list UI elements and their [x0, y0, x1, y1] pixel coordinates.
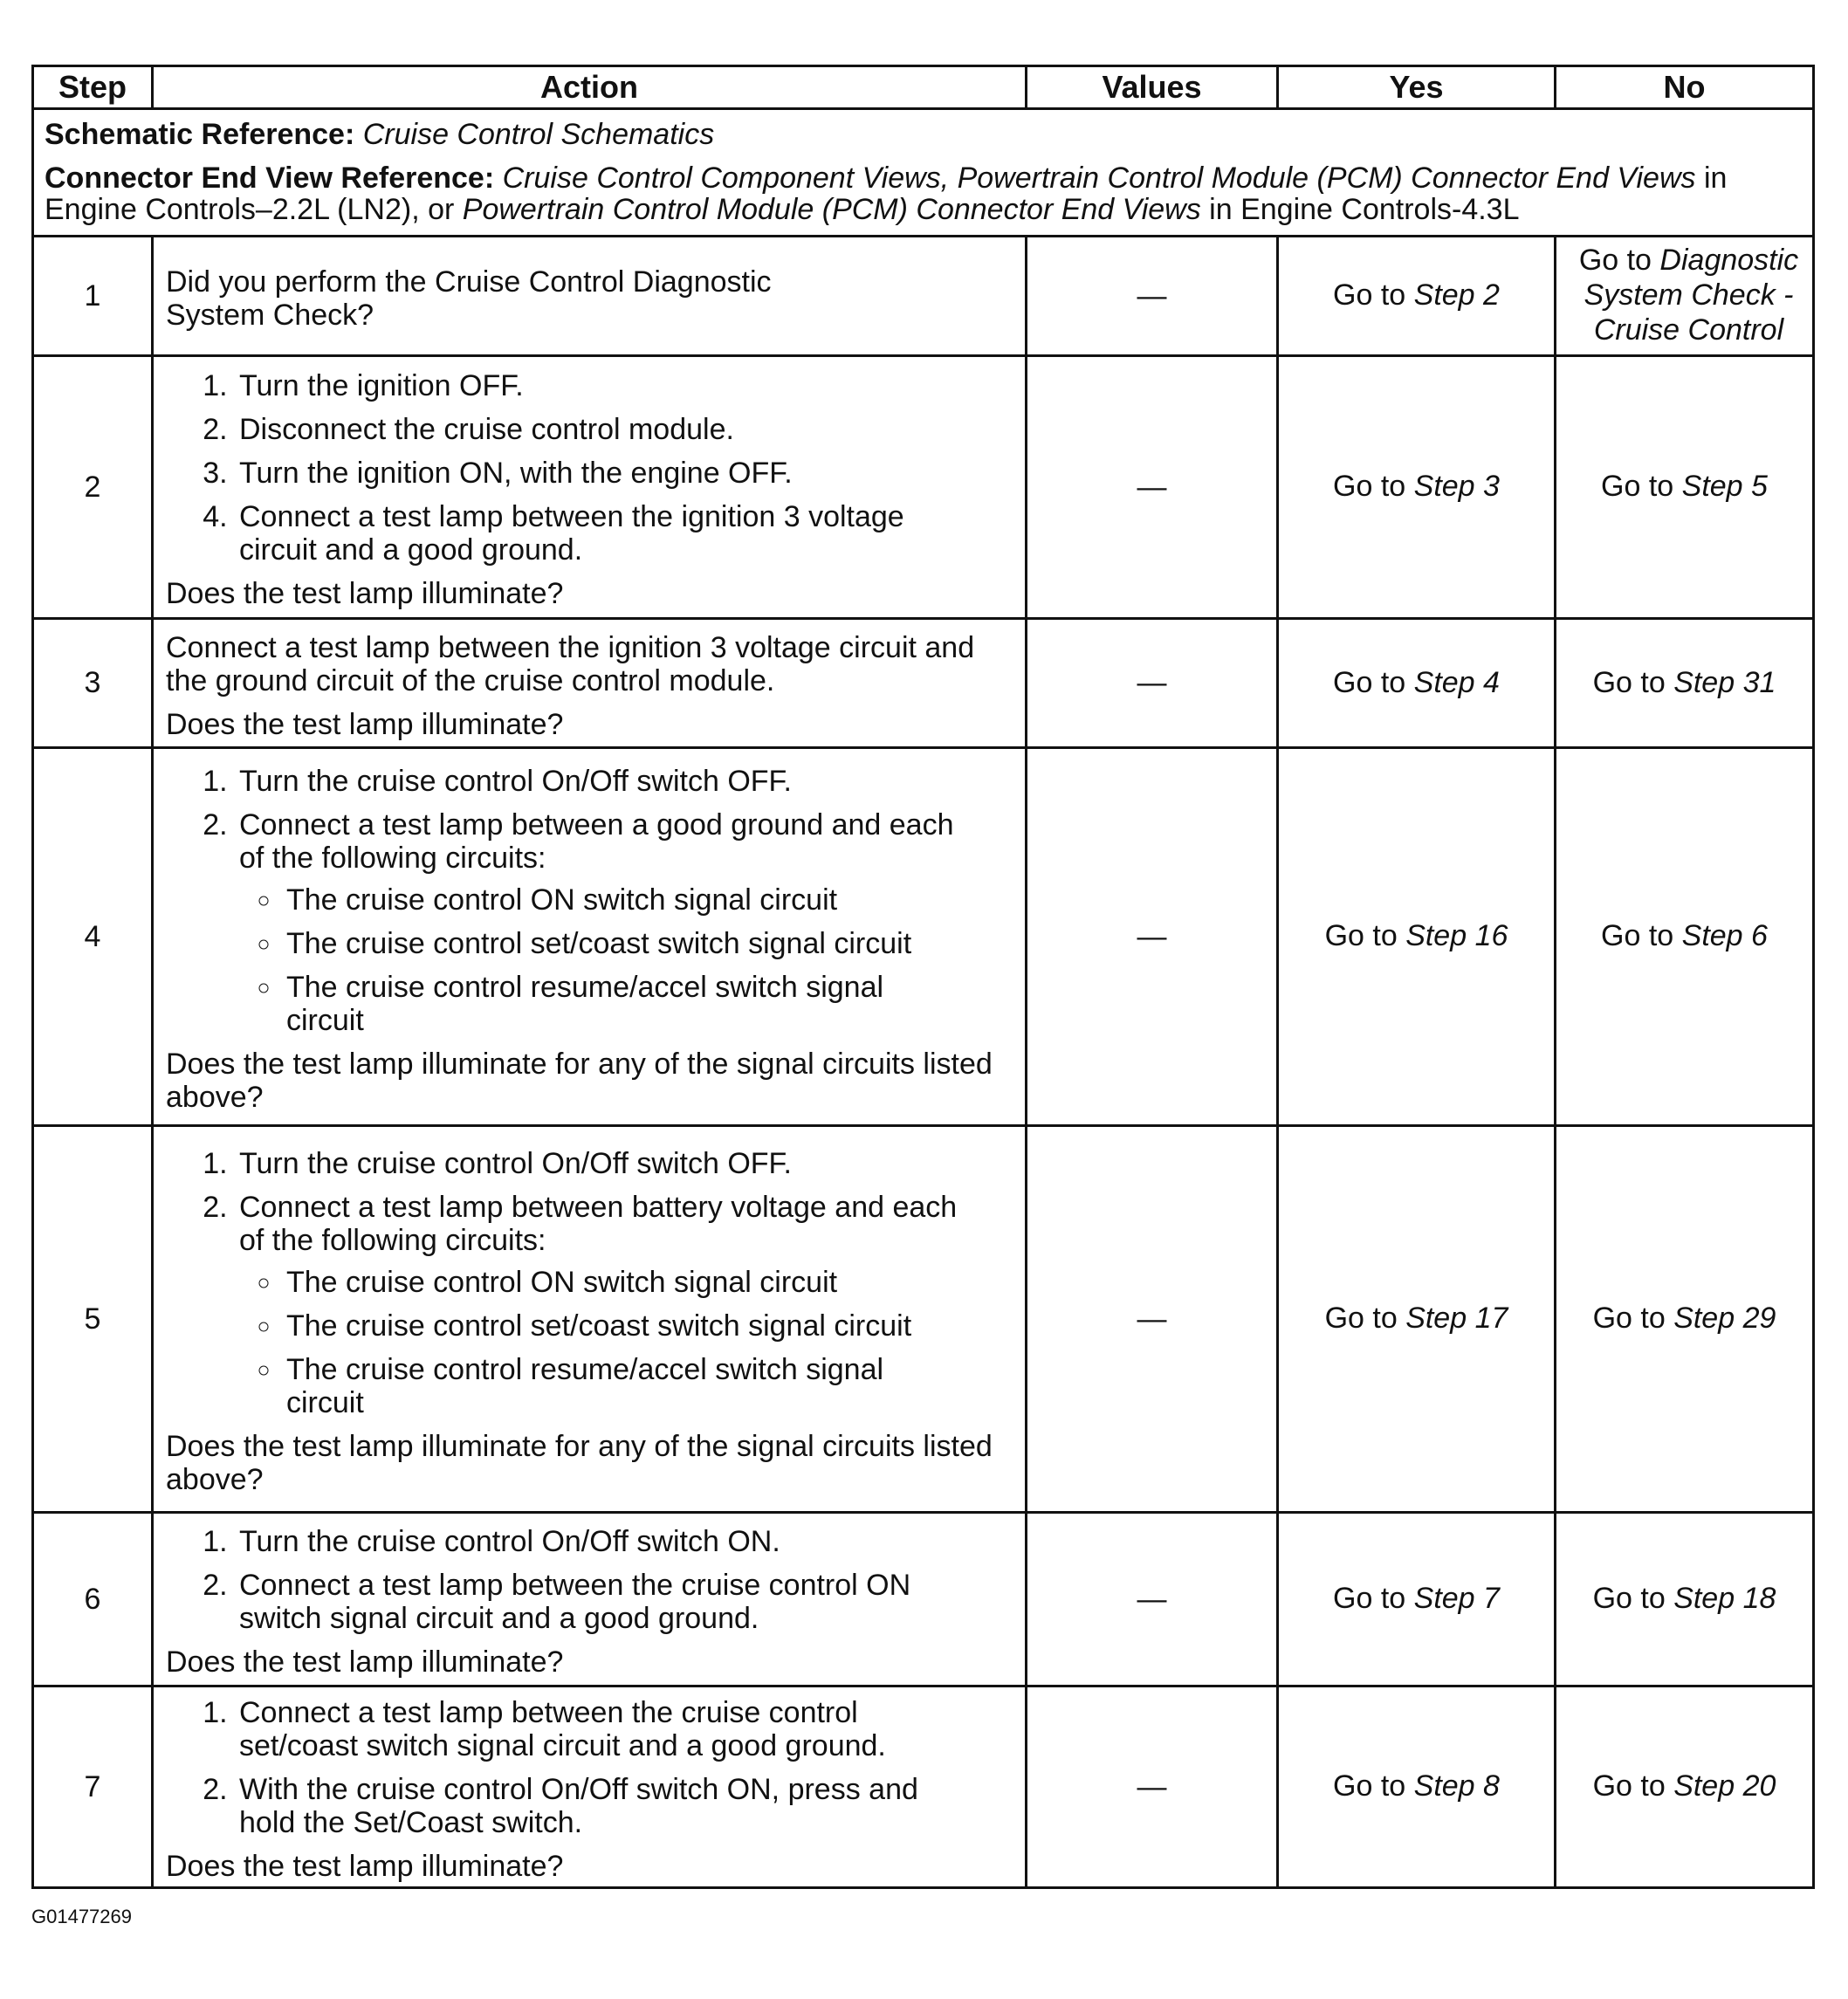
action-cell: [153, 237, 1027, 356]
no-link[interactable]: Step 29: [1673, 1302, 1776, 1335]
header-no: No: [1556, 66, 1814, 109]
step-number: 5: [33, 1126, 153, 1513]
yes-cell: [1278, 237, 1556, 356]
values-cell: —: [1027, 237, 1278, 356]
no-cell: [1556, 1686, 1814, 1888]
goto-label: Go to: [1333, 1582, 1414, 1615]
action-step-text: Connect a test lamp between a good ground and each of the following circuits:: [239, 808, 954, 875]
action-steps: [166, 1696, 1016, 1839]
action-step-item: 2. Connect a test lamp between the cruise control ON switch signal circuit and a good ground.: [236, 1569, 964, 1635]
action-step-item: 1. Turn the ignition OFF.: [236, 369, 911, 402]
circuit-item: ◦ The cruise control set/coast switch signal circuit: [283, 1309, 964, 1343]
action-cell: [153, 1513, 1027, 1686]
action-question: Does the test lamp illuminate for any of the signal circuits listed above?: [166, 1430, 993, 1496]
goto-label: Go to: [1333, 278, 1414, 312]
action-cell: [153, 1126, 1027, 1513]
action-question: Does the test lamp illuminate for any of the signal circuits listed above?: [166, 1048, 993, 1114]
goto-label: Go to: [1601, 919, 1682, 952]
connector-reference-text-2: in Engine Controls-4.3L: [1200, 192, 1520, 226]
table-row: [33, 237, 1814, 356]
action-question: Does the test lamp illuminate?: [166, 1850, 564, 1883]
goto-label: Go to: [1592, 665, 1674, 699]
connector-reference: [45, 162, 1805, 225]
action-step-item: 1. Turn the cruise control On/Off switch OFF.: [236, 765, 981, 798]
yes-link[interactable]: Step 3: [1413, 470, 1500, 503]
yes-link[interactable]: Step 17: [1405, 1302, 1508, 1335]
connector-reference-link-1[interactable]: Cruise Control Component Views, Powertrain Control Module (PCM) Connector End Views: [502, 161, 1696, 195]
goto-label: Go to: [1333, 665, 1414, 699]
action-step-item: 4. Connect a test lamp between the ignition 3 voltage circuit and a good ground.: [236, 500, 911, 567]
values-cell: —: [1027, 619, 1278, 748]
header-yes: Yes: [1278, 66, 1556, 109]
yes-link[interactable]: Step 7: [1413, 1582, 1500, 1615]
connector-reference-link-2[interactable]: Powertrain Control Module (PCM) Connector End Views: [462, 192, 1201, 226]
goto-label: Go to: [1324, 919, 1406, 952]
no-cell: [1556, 1513, 1814, 1686]
diagnostic-table: [31, 65, 1815, 1889]
action-steps: [166, 1147, 1016, 1419]
action-question: Does the test lamp illuminate?: [166, 1645, 564, 1679]
no-cell: [1556, 619, 1814, 748]
values-cell: —: [1027, 356, 1278, 619]
yes-link[interactable]: Step 2: [1413, 278, 1500, 312]
header-values: Values: [1027, 66, 1278, 109]
goto-label: Go to: [1592, 1582, 1674, 1615]
header-row: [33, 66, 1814, 109]
action-question: Does the test lamp illuminate?: [166, 707, 564, 741]
table-row: [33, 1126, 1814, 1513]
no-link[interactable]: Step 31: [1673, 665, 1776, 699]
no-link[interactable]: Step 6: [1681, 919, 1768, 952]
values-cell: —: [1027, 1126, 1278, 1513]
schematic-reference-link[interactable]: Cruise Control Schematics: [362, 117, 715, 151]
circuit-item: ◦ The cruise control ON switch signal circuit: [283, 1266, 964, 1299]
action-question: Did you perform the Cruise Control Diagnostic System Check?: [166, 265, 772, 332]
circuit-item: ◦ The cruise control resume/accel switch signal circuit: [283, 971, 964, 1037]
step-number: 3: [33, 619, 153, 748]
schematic-reference-label: Schematic Reference:: [45, 117, 355, 151]
action-step-item: 1. Turn the cruise control On/Off switch ON.: [236, 1525, 964, 1558]
no-cell: [1556, 356, 1814, 619]
table-row: [33, 1513, 1814, 1686]
table-row: [33, 1686, 1814, 1888]
reference-row: [33, 109, 1814, 237]
yes-cell: [1278, 1513, 1556, 1686]
goto-label: Go to: [1578, 244, 1660, 277]
action-step-item: 1. Turn the cruise control On/Off switch OFF.: [236, 1147, 981, 1180]
action-step-item: 2. With the cruise control On/Off switch ON, press and hold the Set/Coast switch.: [236, 1773, 964, 1839]
table-row: [33, 748, 1814, 1126]
yes-cell: [1278, 1126, 1556, 1513]
yes-cell: [1278, 748, 1556, 1126]
no-link[interactable]: Diagnostic System Check - Cruise Control: [1584, 244, 1799, 347]
action-cell: [153, 619, 1027, 748]
step-number: 4: [33, 748, 153, 1126]
action-intro: Connect a test lamp between the ignition 3 voltage circuit and the ground circuit of the cruise control module.: [166, 630, 975, 697]
goto-label: Go to: [1324, 1302, 1406, 1335]
step-number: 7: [33, 1686, 153, 1888]
no-link[interactable]: Step 18: [1673, 1582, 1776, 1615]
action-question: Does the test lamp illuminate?: [166, 577, 564, 610]
yes-link[interactable]: Step 8: [1413, 1769, 1500, 1803]
action-cell: [153, 1686, 1027, 1888]
goto-label: Go to: [1333, 1769, 1414, 1803]
circuit-list: [239, 883, 981, 1037]
yes-link[interactable]: Step 16: [1405, 919, 1508, 952]
yes-link[interactable]: Step 4: [1413, 665, 1500, 699]
table-row: [33, 356, 1814, 619]
action-step-item: 3. Turn the ignition ON, with the engine OFF.: [236, 457, 911, 490]
action-cell: [153, 748, 1027, 1126]
goto-label: Go to: [1333, 470, 1414, 503]
yes-cell: [1278, 619, 1556, 748]
action-step-item: 2. Disconnect the cruise control module.: [236, 413, 911, 446]
reference-cell: [33, 109, 1814, 237]
no-link[interactable]: Step 5: [1681, 470, 1768, 503]
action-step-text: Connect a test lamp between battery voltage and each of the following circuits:: [239, 1191, 958, 1257]
values-cell: —: [1027, 1686, 1278, 1888]
action-step-item: [236, 1191, 981, 1419]
schematic-reference: [45, 119, 1805, 150]
action-step-item: [236, 808, 981, 1037]
circuit-item: ◦ The cruise control set/coast switch signal circuit: [283, 927, 964, 960]
step-number: 2: [33, 356, 153, 619]
values-cell: —: [1027, 748, 1278, 1126]
goto-label: Go to: [1601, 470, 1682, 503]
header-action: Action: [153, 66, 1027, 109]
no-link[interactable]: Step 20: [1673, 1769, 1776, 1803]
action-step-item: 1. Connect a test lamp between the cruise control set/coast switch signal circuit and a good ground.: [236, 1696, 964, 1762]
figure-id: G01477269: [31, 1906, 132, 1927]
header-step: Step: [33, 66, 153, 109]
yes-cell: [1278, 1686, 1556, 1888]
connector-reference-label: Connector End View Reference:: [45, 161, 495, 195]
circuit-list: [239, 1266, 981, 1419]
connector-reference-text-1: in Engine Controls–2.2L (LN2), or: [45, 161, 1728, 226]
action-steps: [166, 1525, 1016, 1635]
circuit-item: ◦ The cruise control ON switch signal circuit: [283, 883, 964, 917]
no-cell: [1556, 748, 1814, 1126]
action-steps: [166, 765, 1016, 1037]
yes-cell: [1278, 356, 1556, 619]
no-cell: [1556, 237, 1814, 356]
step-number: 6: [33, 1513, 153, 1686]
no-cell: [1556, 1126, 1814, 1513]
action-steps: [166, 369, 1016, 567]
goto-label: Go to: [1592, 1769, 1674, 1803]
table-row: [33, 619, 1814, 748]
values-cell: —: [1027, 1513, 1278, 1686]
step-number: 1: [33, 237, 153, 356]
goto-label: Go to: [1592, 1302, 1674, 1335]
diagnostic-table-page: [31, 65, 1812, 1889]
action-cell: [153, 356, 1027, 619]
circuit-item: ◦ The cruise control resume/accel switch signal circuit: [283, 1353, 964, 1419]
